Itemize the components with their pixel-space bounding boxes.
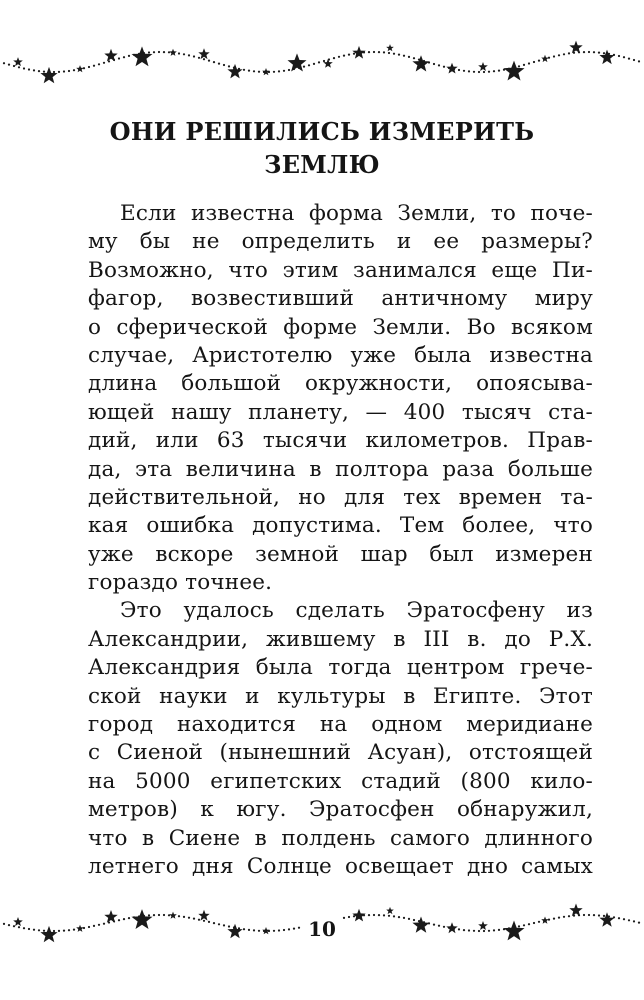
text-line: кая ошибка допустима. Тем более, что bbox=[88, 513, 593, 539]
text-line: на 5000 египетских стадий (800 кило- bbox=[88, 768, 593, 794]
text-line: Это удалось сделать Эратосфену из bbox=[120, 598, 593, 624]
chapter-title bbox=[60, 115, 584, 181]
star-garland-icon bbox=[3, 41, 640, 84]
text-line: метров) к югу. Эратосфен обнаружил, bbox=[88, 797, 593, 823]
text-line: гораздо точнее. bbox=[88, 570, 273, 596]
text-line: ющей нашу планету, — 400 тысяч ста- bbox=[88, 399, 593, 425]
top-star-border bbox=[0, 28, 644, 98]
text-line: дий, или 63 тысячи километров. Прав- bbox=[88, 428, 593, 454]
body-text bbox=[88, 200, 593, 881]
text-line: действительной, но для тех времен та- bbox=[88, 484, 593, 510]
chapter-title-line-1: ОНИ РЕШИЛИСЬ ИЗМЕРИТЬ bbox=[109, 117, 535, 146]
text-line: да, эта величина в полтора раза больше bbox=[88, 456, 593, 482]
chapter-title-line-2: ЗЕМЛЮ bbox=[264, 150, 380, 179]
text-line: Александрия была тогда центром грече- bbox=[88, 655, 593, 681]
text-line: ской науки и культуры в Египте. Этот bbox=[88, 683, 593, 709]
text-line: случае, Аристотелю уже была известна bbox=[88, 342, 593, 368]
text-line: фагор, возвестивший античному миру bbox=[88, 286, 593, 312]
text-line: му бы не определить и ее размеры? bbox=[88, 229, 593, 255]
text-line: длина большой окружности, опоясыва- bbox=[88, 371, 593, 397]
paragraph-1 bbox=[88, 200, 593, 597]
paragraph-2 bbox=[88, 597, 593, 881]
text-line: Возможно, что этим занимался еще Пи- bbox=[88, 257, 593, 283]
text-line: уже вскоре земной шар был измерен bbox=[88, 541, 593, 567]
text-line: город находится на одном меридиане bbox=[88, 712, 593, 738]
page-number: 10 bbox=[308, 917, 336, 941]
text-line: Если известна форма Земли, то поче- bbox=[120, 201, 593, 226]
text-line: о сферической форме Земли. Во всяком bbox=[88, 314, 593, 340]
text-line: с Сиеной (нынешний Асуан), отстоящей bbox=[88, 740, 593, 766]
text-line: что в Сиене в полдень самого длинного bbox=[88, 825, 593, 851]
text-line: Александрии, жившему в III в. до Р.Х. bbox=[88, 626, 593, 652]
text-line: летнего дня Солнце освещает дно самых bbox=[88, 853, 593, 879]
